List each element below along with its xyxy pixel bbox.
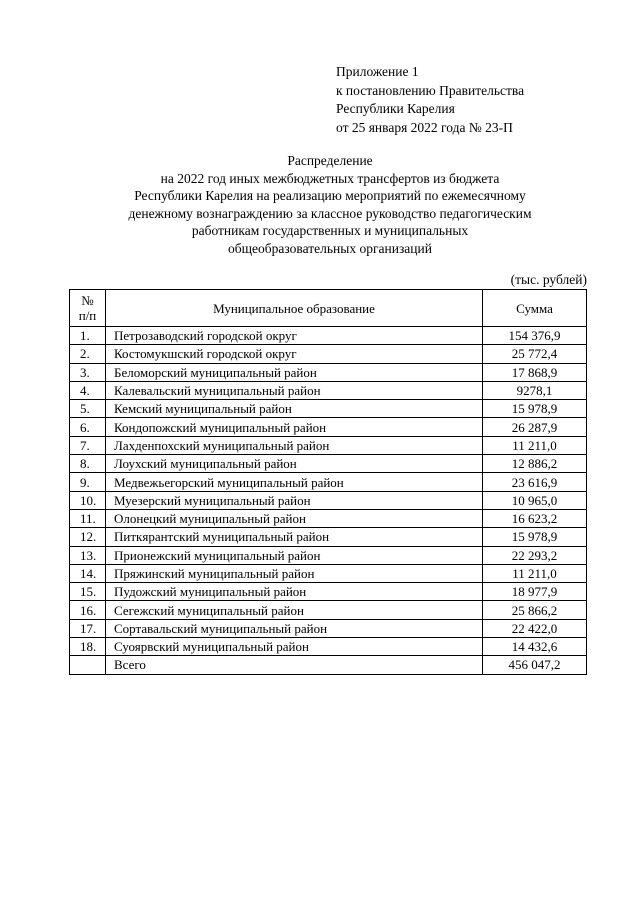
row-number-cell: 14. [70, 564, 106, 582]
title-line-5: работникам государственных и муниципальных [191, 223, 469, 238]
row-sum-cell: 12 886,2 [483, 455, 587, 473]
row-municipality-cell: Суоярвский муниципальный район [106, 638, 483, 656]
row-municipality-cell: Лахденпохский муниципальный район [106, 436, 483, 454]
row-number-cell: 17. [70, 619, 106, 637]
row-municipality-cell: Сегежский муниципальный район [106, 601, 483, 619]
row-number-cell: 10. [70, 491, 106, 509]
row-municipality-cell: Калевальский муниципальный район [106, 381, 483, 399]
distribution-table [69, 289, 587, 675]
row-number-cell: 4. [70, 381, 106, 399]
title-line-1: Распределение [287, 153, 373, 168]
row-number-cell: 3. [70, 363, 106, 381]
row-municipality-cell: Беломорский муниципальный район [106, 363, 483, 381]
table-row [70, 509, 587, 527]
row-number-cell: 12. [70, 528, 106, 546]
row-municipality-cell: Медвежьегорский муниципальный район [106, 473, 483, 491]
row-number-cell: 5. [70, 400, 106, 418]
row-sum-cell: 25 866,2 [483, 601, 587, 619]
row-sum-cell: 456 047,2 [483, 656, 587, 674]
title-line-6: общеобразовательных организаций [228, 240, 432, 256]
appendix-block [336, 63, 524, 137]
table-row [70, 381, 587, 399]
row-municipality-cell: Пудожский муниципальный район [106, 583, 483, 601]
row-sum-cell: 18 977,9 [483, 583, 587, 601]
row-municipality-cell: Прионежский муниципальный район [106, 546, 483, 564]
row-municipality-cell: Питкярантский муниципальный район [106, 528, 483, 546]
title-line-4: денежному вознаграждению за классное руководство педагогическим [128, 205, 532, 221]
row-sum-cell: 15 978,9 [483, 528, 587, 546]
title-line-3: Республики Карелия на реализацию мероприятий по ежемесячному [134, 188, 526, 203]
header-number [70, 290, 106, 327]
row-municipality-cell: Петрозаводский городской округ [106, 327, 483, 345]
title-line-2: на 2022 год иных межбюджетных трансфертов из бюджета [160, 170, 500, 186]
row-sum-cell: 15 978,9 [483, 400, 587, 418]
table-row [70, 583, 587, 601]
row-municipality-cell: Кемский муниципальный район [106, 400, 483, 418]
row-number-cell: 2. [70, 345, 106, 363]
row-sum-cell: 154 376,9 [483, 327, 587, 345]
row-number-cell: 8. [70, 455, 106, 473]
row-number-cell [70, 656, 106, 674]
row-municipality-cell: Костомукшский городской округ [106, 345, 483, 363]
row-municipality-cell: Всего [106, 656, 483, 674]
table-row [70, 327, 587, 345]
table-row [70, 436, 587, 454]
row-sum-cell: 26 287,9 [483, 418, 587, 436]
table-row [70, 656, 587, 674]
row-municipality-cell: Кондопожский муниципальный район [106, 418, 483, 436]
table-header-row [70, 290, 587, 327]
header-sum: Сумма [483, 290, 587, 327]
table-row [70, 491, 587, 509]
table-row [70, 418, 587, 436]
table-row [70, 619, 587, 637]
row-sum-cell: 14 432,6 [483, 638, 587, 656]
appendix-line-2: к постановлению Правительства [336, 82, 525, 98]
row-municipality-cell: Сортавальский муниципальный район [106, 619, 483, 637]
header-number-line-1: № [81, 293, 94, 308]
row-municipality-cell: Пряжинский муниципальный район [106, 564, 483, 582]
row-sum-cell: 23 616,9 [483, 473, 587, 491]
appendix-line-1: Приложение 1 [336, 64, 419, 79]
row-number-cell: 6. [70, 418, 106, 436]
row-municipality-cell: Олонецкий муниципальный район [106, 509, 483, 527]
row-number-cell: 9. [70, 473, 106, 491]
row-municipality-cell: Муезерский муниципальный район [106, 491, 483, 509]
document-title [60, 152, 600, 257]
table-row [70, 473, 587, 491]
row-number-cell: 16. [70, 601, 106, 619]
table-row [70, 528, 587, 546]
header-number-line-2: п/п [78, 308, 97, 323]
row-sum-cell: 11 211,0 [483, 564, 587, 582]
appendix-line-3: Республики Карелия [336, 101, 455, 116]
table-row [70, 455, 587, 473]
row-number-cell: 18. [70, 638, 106, 656]
row-sum-cell: 25 772,4 [483, 345, 587, 363]
row-number-cell: 7. [70, 436, 106, 454]
table-row [70, 546, 587, 564]
table-row [70, 345, 587, 363]
row-sum-cell: 16 623,2 [483, 509, 587, 527]
appendix-line-4: от 25 января 2022 года № 23-П [336, 119, 513, 135]
row-sum-cell: 22 422,0 [483, 619, 587, 637]
row-number-cell: 1. [70, 327, 106, 345]
row-number-cell: 11. [70, 509, 106, 527]
row-sum-cell: 17 868,9 [483, 363, 587, 381]
header-municipality: Муниципальное образование [106, 290, 483, 327]
row-sum-cell: 11 211,0 [483, 436, 587, 454]
row-sum-cell: 9278,1 [483, 381, 587, 399]
row-number-cell: 13. [70, 546, 106, 564]
table-row [70, 400, 587, 418]
row-municipality-cell: Лоухский муниципальный район [106, 455, 483, 473]
table-row [70, 638, 587, 656]
table-row [70, 363, 587, 381]
row-sum-cell: 22 293,2 [483, 546, 587, 564]
row-sum-cell: 10 965,0 [483, 491, 587, 509]
table-row [70, 601, 587, 619]
units-label: (тыс. рублей) [510, 272, 587, 287]
row-number-cell: 15. [70, 583, 106, 601]
table-row [70, 564, 587, 582]
